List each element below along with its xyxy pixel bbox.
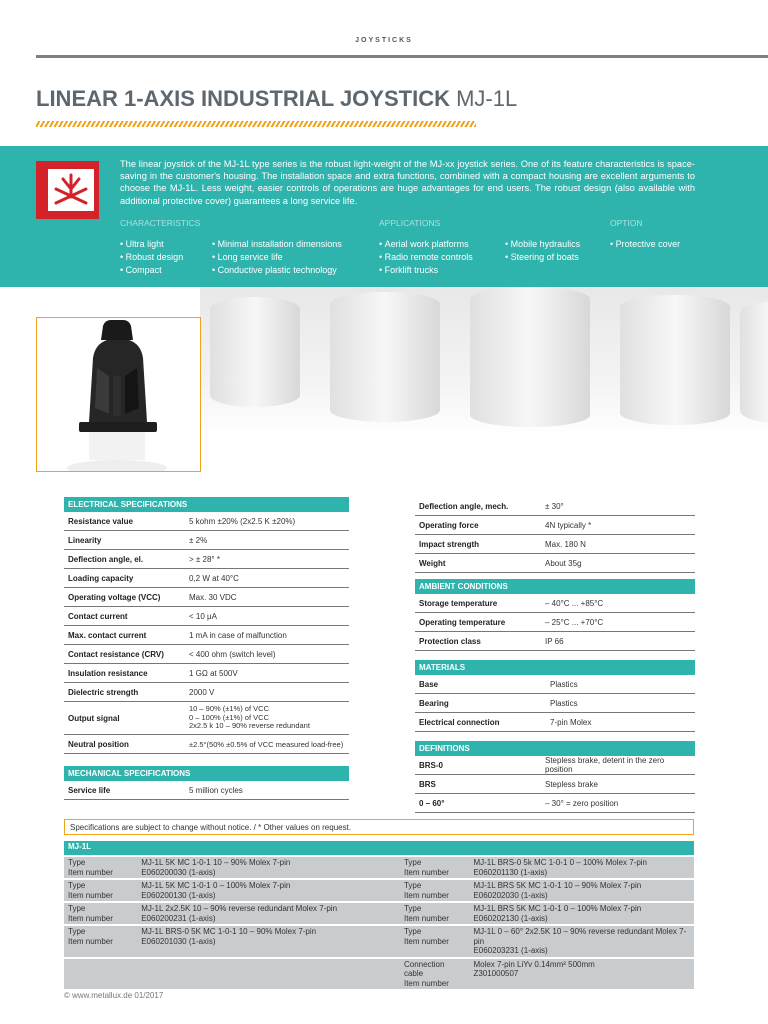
spec-row: [64, 664, 349, 683]
ambient-heading: AMBIENT CONDITIONS: [415, 579, 695, 594]
specification-note: Specifications are subject to change without notice. / * Other values on request.: [64, 819, 694, 835]
characteristic-item: • Ultra light: [120, 238, 183, 251]
spec-value: > ± 28° *: [185, 550, 349, 569]
ordering-value: [469, 925, 694, 958]
spec-value: 5 kohm ±20% (2x2.5 K ±20%): [185, 512, 349, 531]
ordering-label: [400, 925, 469, 958]
spec-value: < 10 μA: [185, 607, 349, 626]
spec-value: Max. 180 N: [541, 535, 695, 554]
spec-label: BRS-0: [415, 756, 541, 775]
output-signal-line: 0 – 100% (±1%) of VCC: [189, 712, 269, 722]
spec-row: [64, 626, 349, 645]
spec-row: [415, 756, 695, 775]
ordering-label-line: [68, 960, 133, 970]
spec-value: About 35g: [541, 554, 695, 573]
spec-label: 0 – 60°: [415, 794, 541, 813]
applications-heading: APPLICATIONS: [379, 218, 441, 228]
spec-value: Plastics: [546, 694, 695, 713]
option-heading: OPTION: [610, 218, 643, 228]
spec-label: Max. contact current: [64, 626, 185, 645]
ordering-label-line: Type: [68, 881, 86, 890]
spec-value: 0,2 W at 40°C: [185, 569, 349, 588]
spec-row: [64, 702, 349, 735]
ordering-value: [469, 958, 694, 991]
spec-row: [415, 675, 695, 694]
ordering-value: [137, 902, 400, 925]
spec-value: ± 30°: [541, 497, 695, 516]
spec-label: Electrical connection: [415, 713, 546, 732]
electrical-specs-table: [64, 497, 349, 754]
ordering-label-line: Type: [403, 927, 422, 936]
ordering-row: [64, 856, 694, 879]
ordering-value-line: E060201130 (1-axis): [473, 867, 548, 877]
ordering-value: [469, 856, 694, 879]
spec-label: Insulation resistance: [64, 664, 185, 683]
application-item: • Steering of boats: [505, 251, 580, 264]
ordering-label-line: Type: [68, 858, 86, 867]
spec-label: Linearity: [64, 531, 185, 550]
ordering-value-line: MJ-1L BRS 5K MC 1-0-1 10 – 90% Molex 7-pin: [473, 881, 642, 890]
background-photo: [200, 287, 768, 437]
header-rule: [36, 55, 768, 58]
spec-row: [64, 735, 349, 754]
spec-label: Output signal: [64, 702, 185, 735]
spec-row: [64, 683, 349, 702]
spec-row: [415, 694, 695, 713]
spec-value: – 25°C ... +70°C: [541, 613, 695, 632]
spec-row: [64, 550, 349, 569]
spec-value: Max. 30 VDC: [185, 588, 349, 607]
ordering-value: [137, 958, 400, 991]
characteristic-item: • Conductive plastic technology: [212, 264, 342, 277]
characteristic-item: • Robust design: [120, 251, 183, 264]
ordering-value-line: MJ-1L 5K MC 1-0-1 0 – 100% Molex 7-pin: [141, 881, 291, 890]
spec-row: [415, 613, 695, 632]
spec-label: Storage temperature: [415, 594, 541, 613]
ordering-label: [64, 879, 137, 902]
joystick-product-photo: [36, 317, 201, 472]
ordering-label-line: Item number: [68, 890, 113, 900]
ordering-label: [64, 925, 137, 958]
application-item: • Radio remote controls: [379, 251, 473, 264]
ordering-value-line: [141, 960, 396, 970]
ordering-value-line: MJ-1L BRS-0 5k MC 1-0-1 0 – 100% Molex 7-pin: [473, 858, 647, 867]
spec-row: [64, 569, 349, 588]
spec-row: [415, 516, 695, 535]
ordering-value-line: MJ-1L BRS 5K MC 1-0-1 0 – 100% Molex 7-pin: [473, 904, 642, 913]
ordering-label-line: Item number: [403, 867, 449, 877]
spec-label: Deflection angle, mech.: [415, 497, 541, 516]
spec-label: Contact resistance (CRV): [64, 645, 185, 664]
spec-row: [415, 554, 695, 573]
ordering-label: [64, 902, 137, 925]
spec-label: Impact strength: [415, 535, 541, 554]
ordering-label-line: Item number: [68, 936, 113, 946]
category-label: JOYSTICKS: [355, 37, 413, 44]
ordering-value-line: MJ-1L 2x2.5K 10 – 90% reverse redundant Molex 7-pin: [141, 904, 338, 913]
definitions-heading: DEFINITIONS: [415, 741, 695, 756]
characteristic-item: • Long service life: [212, 251, 342, 264]
ordering-value-line: MJ-1L 5K MC 1-0-1 10 – 90% Molex 7-pin: [141, 858, 291, 867]
spec-row: [64, 607, 349, 626]
application-item: • Forklift trucks: [379, 264, 473, 277]
spec-value: Stepless brake: [541, 775, 695, 794]
ordering-value: [469, 902, 694, 925]
definitions-table: [415, 741, 695, 813]
spec-label: Loading capacity: [64, 569, 185, 588]
ordering-value-line: MJ-1L BRS-0 5K MC 1-0-1 10 – 90% Molex 7-pin: [141, 927, 317, 936]
option-item: • Protective cover: [610, 238, 680, 251]
spec-label: Dielectric strength: [64, 683, 185, 702]
ambient-table: [415, 579, 695, 651]
spec-label: Protection class: [415, 632, 541, 651]
ordering-label: [400, 856, 469, 879]
characteristic-item: • Compact: [120, 264, 183, 277]
spec-label: Resistance value: [64, 512, 185, 531]
ordering-label-line: Item number: [403, 936, 449, 946]
ordering-label-line: Item number: [403, 913, 449, 923]
title-main: LINEAR 1-AXIS INDUSTRIAL JOYSTICK: [36, 86, 450, 111]
ordering-label-line: Type: [403, 881, 422, 890]
spec-value: ±2.5°(50% ±0.5% of VCC measured load-free): [185, 735, 349, 754]
ordering-value-line: E060202030 (1-axis): [473, 890, 548, 900]
materials-heading: MATERIALS: [415, 660, 695, 675]
spec-value: 4N typically *: [541, 516, 695, 535]
spec-value: Plastics: [546, 675, 695, 694]
spec-row: [64, 645, 349, 664]
spec-value: – 30° = zero position: [541, 794, 695, 813]
ordering-value-line: E060200130 (1-axis): [141, 890, 216, 900]
ordering-value: [137, 856, 400, 879]
ordering-label-line: Item number: [403, 978, 449, 988]
spec-value: [185, 702, 349, 735]
output-signal-line: 10 – 90% (±1%) of VCC: [189, 704, 269, 714]
spec-label: Bearing: [415, 694, 546, 713]
characteristic-item: • Minimal installation dimensions: [212, 238, 342, 251]
title-model: MJ-1L: [456, 86, 518, 111]
ordering-value-line: E060200231 (1-axis): [141, 913, 216, 923]
ordering-value-line: MJ-1L 0 – 60° 2x2.5K 10 – 90% reverse redundant Molex 7-pin: [473, 927, 687, 946]
application-item: • Aerial work platforms: [379, 238, 473, 251]
spec-label: Operating voltage (VCC): [64, 588, 185, 607]
ordering-label: [400, 879, 469, 902]
spec-label: Neutral position: [64, 735, 185, 754]
spec-row: [415, 594, 695, 613]
ordering-label-line: Item number: [403, 890, 449, 900]
spec-label: Weight: [415, 554, 541, 573]
ordering-label: [64, 958, 137, 991]
spec-value: 2000 V: [185, 683, 349, 702]
page-title: [36, 86, 517, 112]
ordering-heading: MJ-1L: [64, 841, 694, 856]
spec-row: [415, 497, 695, 516]
spec-value: 1 mA in case of malfunction: [185, 626, 349, 645]
spec-row: [415, 632, 695, 651]
spec-label: Deflection angle, el.: [64, 550, 185, 569]
spec-value: Stepless brake, detent in the zero position: [541, 756, 695, 775]
spec-row: [64, 588, 349, 607]
footer-copyright: © www.metallux.de 01/2017: [64, 991, 164, 1000]
ordering-value: [137, 879, 400, 902]
ordering-label-line: Type: [403, 904, 422, 913]
applications-list-1: [379, 238, 473, 277]
spec-value: < 400 ohm (switch level): [185, 645, 349, 664]
joystick-logo-icon: [36, 161, 99, 219]
application-item: • Mobile hydraulics: [505, 238, 580, 251]
spec-value: IP 66: [541, 632, 695, 651]
characteristics-list-2: [212, 238, 342, 277]
ordering-row: [64, 902, 694, 925]
ordering-label: [400, 958, 469, 991]
ordering-value: [469, 879, 694, 902]
ordering-label-line: [68, 969, 133, 979]
electrical-heading: ELECTRICAL SPECIFICATIONS: [64, 497, 349, 512]
spec-row: [64, 531, 349, 550]
ordering-value-line: Molex 7-pin LiYv 0.14mm² 500mm: [473, 959, 595, 969]
ordering-row: [64, 958, 694, 991]
spec-label: Contact current: [64, 607, 185, 626]
ordering-label-line: Item number: [68, 913, 113, 923]
ordering-label: [400, 902, 469, 925]
spec-value: 5 million cycles: [185, 781, 349, 800]
ordering-label-line: Type: [68, 927, 86, 936]
spec-row: [64, 512, 349, 531]
hatch-divider: [36, 121, 476, 127]
spec-row: [415, 794, 695, 813]
ordering-table: [64, 841, 694, 991]
ordering-label-line: Type: [68, 904, 86, 913]
ordering-label-line: Item number: [68, 867, 113, 877]
option-list: [610, 238, 680, 251]
ordering-row: [64, 925, 694, 958]
ordering-value-line: E060203231 (1-axis): [473, 946, 548, 955]
applications-list-2: [505, 238, 580, 264]
spec-label: Base: [415, 675, 546, 694]
characteristics-list-1: [120, 238, 183, 277]
ordering-label: [64, 856, 137, 879]
spec-label: BRS: [415, 775, 541, 794]
spec-value: – 40°C ... +85°C: [541, 594, 695, 613]
mechanical-right-table: [415, 497, 695, 573]
intro-text: The linear joystick of the MJ-1L type series is the robust light-weight of the MJ-xx joystick series. One of its feature characteristics is space-saving in the customer's housing. The installation space and extra functions, combined with a compact housing are excellent arguments to choose the MJ-1L. Less weight, easier controls of operations are huge advantages for end users. The robust design (also available with additional protective cover) guarantees a long service life.: [120, 159, 695, 206]
spec-label: Operating force: [415, 516, 541, 535]
ordering-label-line: Type: [403, 858, 422, 867]
spec-value: 7-pin Molex: [546, 713, 695, 732]
spec-row: [415, 775, 695, 794]
ordering-value-line: Z301000507: [473, 969, 519, 978]
intro-band: [0, 146, 768, 287]
spec-row: [415, 713, 695, 732]
ordering-value-line: E060201030 (1-axis): [141, 936, 216, 946]
spec-value: 1 GΩ at 500V: [185, 664, 349, 683]
spec-row: [64, 781, 349, 800]
spec-label: Service life: [64, 781, 185, 800]
mechanical-heading: MECHANICAL SPECIFICATIONS: [64, 766, 349, 781]
ordering-value-line: [141, 969, 396, 979]
ordering-label-line: Connection cable: [403, 959, 445, 978]
spec-label: Operating temperature: [415, 613, 541, 632]
ordering-value: [137, 925, 400, 958]
spec-row: [415, 535, 695, 554]
materials-table: [415, 660, 695, 732]
ordering-value-line: E060200030 (1-axis): [141, 867, 216, 877]
characteristics-heading: CHARACTERISTICS: [120, 218, 201, 228]
mechanical-specs-table: [64, 766, 349, 800]
spec-value: ± 2%: [185, 531, 349, 550]
ordering-row: [64, 879, 694, 902]
output-signal-line: 2x2.5 k 10 – 90% reverse redundant: [189, 721, 310, 731]
ordering-value-line: E060202130 (1-axis): [473, 913, 548, 923]
